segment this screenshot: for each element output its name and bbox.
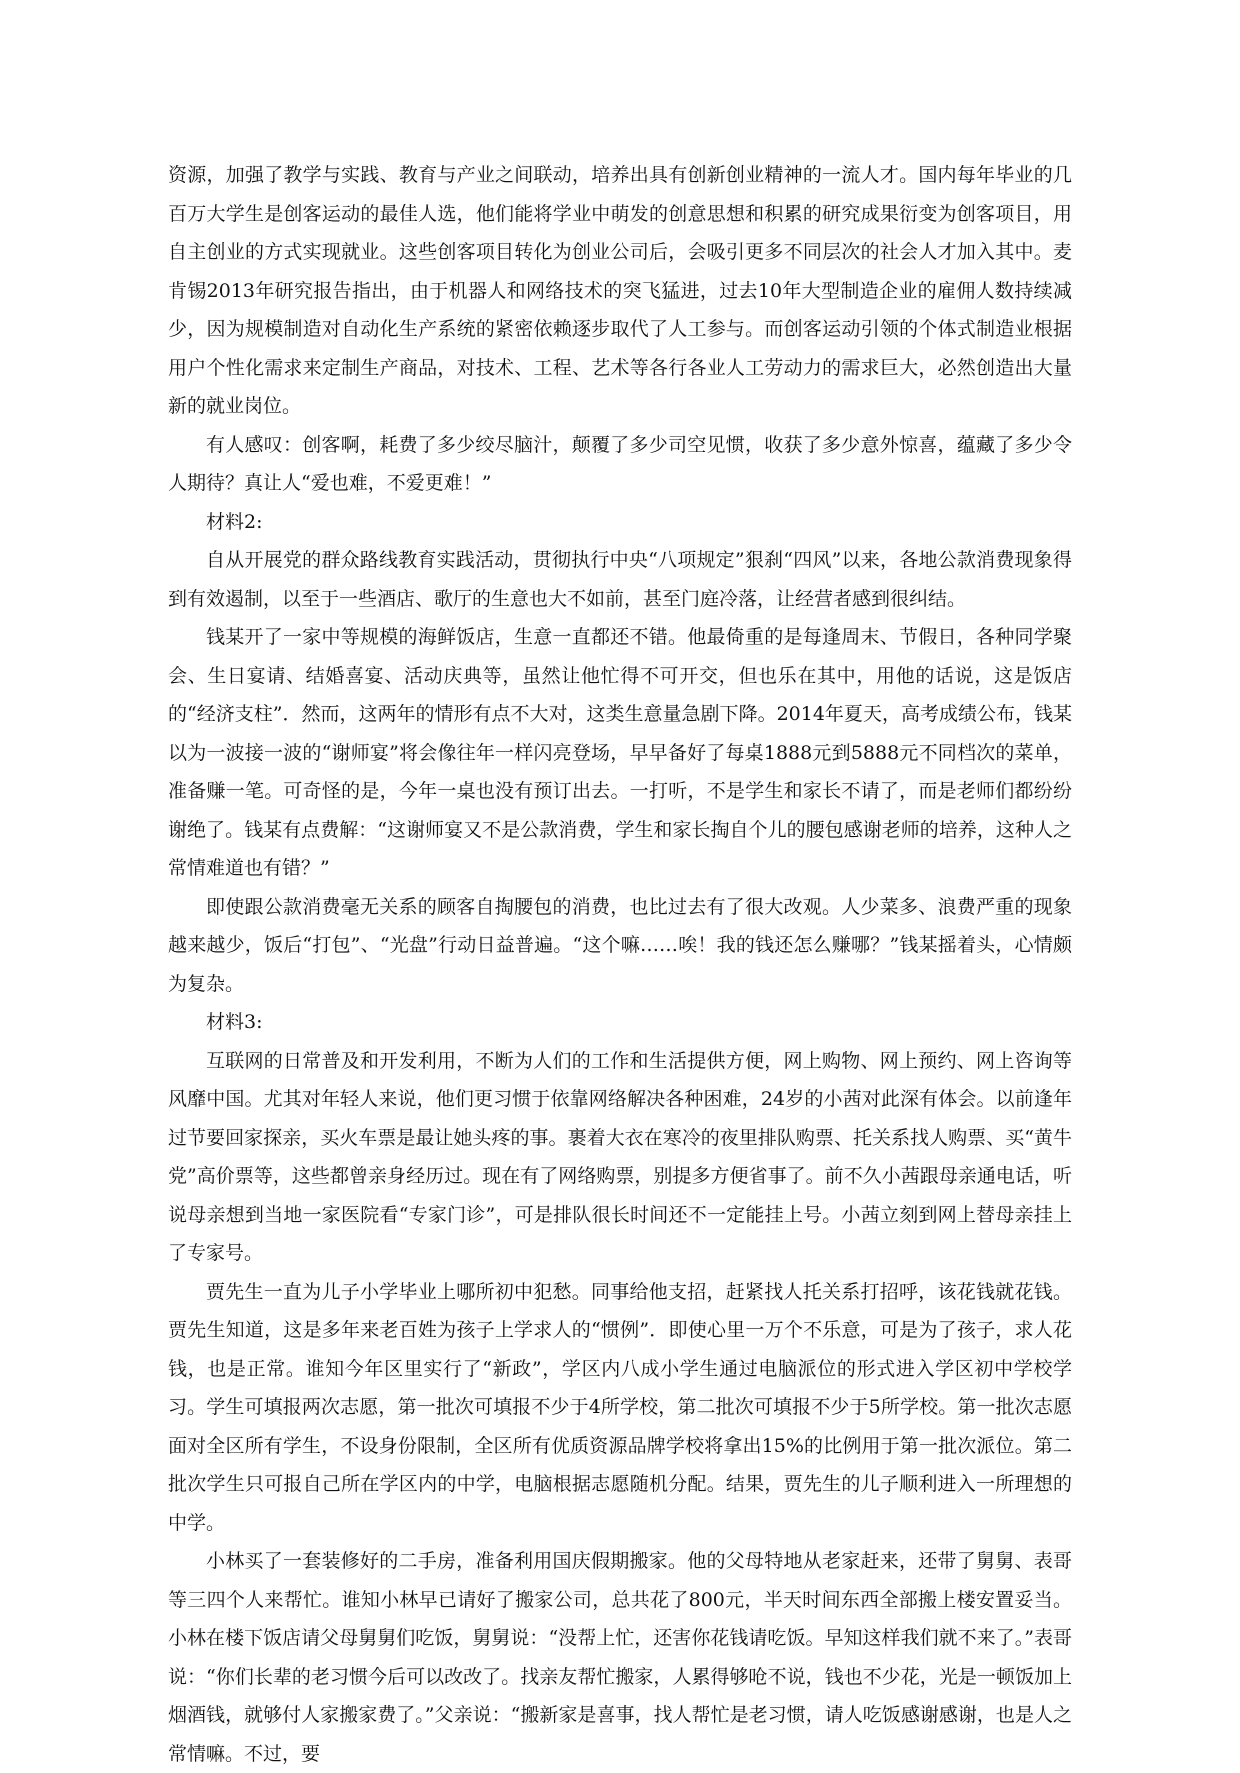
paragraph-xiao-lin: 小林买了一套装修好的二手房，准备利用国庆假期搬家。他的父母特地从老家赶来，还带了舅舅、表哥等三四个人来帮忙。谁知小林早已请好了搬家公司，总共花了800元，半天时间东西全部搬上楼安置妥当。小林在楼下饭店请父母舅舅们吃饭，舅舅说：“没帮上忙，还害你花钱请吃饭。早知这样我们就不来了。”表哥说：“你们长辈的老习惯今后可以改改了。找亲友帮忙搬家，人累得够呛不说，钱也不少花，光是一顿饭加上烟酒钱，就够付人家搬家费了。”父亲说：“搬新家是喜事，找人帮忙是老习惯，请人吃饭感谢感谢，也是人之常情嘛。不过，要 xyxy=(168,1550,1072,1765)
heading-material-2: 材料2: xyxy=(206,510,263,533)
paragraph-internet: 互联网的日常普及和开发利用，不断为人们的工作和生活提供方便，网上购物、网上预约、网上咨询等风靡中国。尤其对年轻人来说，他们更习惯于依靠网络解决各种困难，24岁的小茜对此深有体会。以前逢年过节要回家探亲，买火车票是最让她头疼的事。裹着大衣在寒冷的夜里排队购票、托关系找人购票、买“黄牛党”高价票等，这些都曾亲身经历过。现在有了网络购票，别提多方便省事了。前不久小茜跟母亲通电话，听说母亲想到当地一家医院看“专家门诊”，可是排队很长时间还不一定能挂上号。小茜立刻到网上替母亲挂上了专家号。 xyxy=(168,1049,1072,1264)
heading-material-3: 材料3: xyxy=(206,1011,263,1033)
paragraph-qian-restaurant: 钱某开了一家中等规模的海鲜饭店，生意一直都还不错。他最倚重的是每逢周末、节假日，各种同学聚会、生日宴请、结婚喜宴、活动庆典等，虽然让他忙得不可开交，但也乐在其中，用他的话说，这是饭店的“经济支柱”．然而，这两年的情形有点不大对，这类生意量急剧下降。2014年夏天，高考成绩公布，钱某以为一波接一波的“谢师宴”将会像往年一样闪亮登场，早早备好了每桌1888元到5888元不同档次的菜单，准备赚一笔。可奇怪的是，今年一桌也没有预订出去。一打听，不是学生和家长不请了，而是老师们都纷纷谢绝了。钱某有点费解：“这谢师宴又不是公款消费，学生和家长掏自个儿的腰包感谢老师的培养，这种人之常情难道也有错？” xyxy=(168,626,1072,879)
document-body xyxy=(168,156,1072,1773)
paragraph-mass-line: 自从开展党的群众路线教育实践活动，贯彻执行中央“八项规定”狠刹“四风”以来，各地公款消费现象得到有效遏制，以至于一些酒店、歌厅的生意也大不如前，甚至门庭冷落，让经营者感到很纠结。 xyxy=(168,549,1072,610)
paragraph-resources: 资源，加强了教学与实践、教育与产业之间联动，培养出具有创新创业精神的一流人才。国内每年毕业的几百万大学生是创客运动的最佳人选，他们能将学业中萌发的创意思想和积累的研究成果衍变为创客项目，用自主创业的方式实现就业。这些创客项目转化为创业公司后，会吸引更多不同层次的社会人才加入其中。麦肯锡2013年研究报告指出，由于机器人和网络技术的突飞猛进，过去10年大型制造企业的雇佣人数持续减少，因为规模制造对自动化生产系统的紧密依赖逐步取代了人工参与。而创客运动引领的个体式制造业根据用户个性化需求来定制生产商品，对技术、工程、艺术等各行各业人工劳动力的需求巨大，必然创造出大量新的就业岗位。 xyxy=(168,164,1072,417)
paragraph-maker-sigh: 有人感叹：创客啊，耗费了多少绞尽脑汁，颠覆了多少司空见惯，收获了多少意外惊喜，蕴藏了多少令人期待？真让人“爱也难，不爱更难！” xyxy=(168,433,1072,494)
paragraph-self-pay-consumption: 即使跟公款消费毫无关系的顾客自掏腰包的消费，也比过去有了很大改观。人少菜多、浪费严重的现象越来越少，饭后“打包”、“光盘”行动日益普遍。“这个嘛……唉！我的钱还怎么赚哪？”钱某摇着头，心情颇为复杂。 xyxy=(168,895,1072,995)
paragraph-mr-jia: 贾先生一直为儿子小学毕业上哪所初中犯愁。同事给他支招，赶紧找人托关系打招呼，该花钱就花钱。贾先生知道，这是多年来老百姓为孩子上学求人的“惯例”．即使心里一万个不乐意，可是为了孩子，求人花钱，也是正常。谁知今年区里实行了“新政”，学区内八成小学生通过电脑派位的形式进入学区初中学校学习。学生可填报两次志愿，第一批次可填报不少于4所学校，第二批次可填报不少于5所学校。第一批次志愿面对全区所有学生，不设身份限制，全区所有优质资源品牌学校将拿出15%的比例用于第一批次派位。第二批次学生只可报自己所在学区内的中学，电脑根据志愿随机分配。结果，贾先生的儿子顺利进入一所理想的中学。 xyxy=(168,1280,1072,1534)
